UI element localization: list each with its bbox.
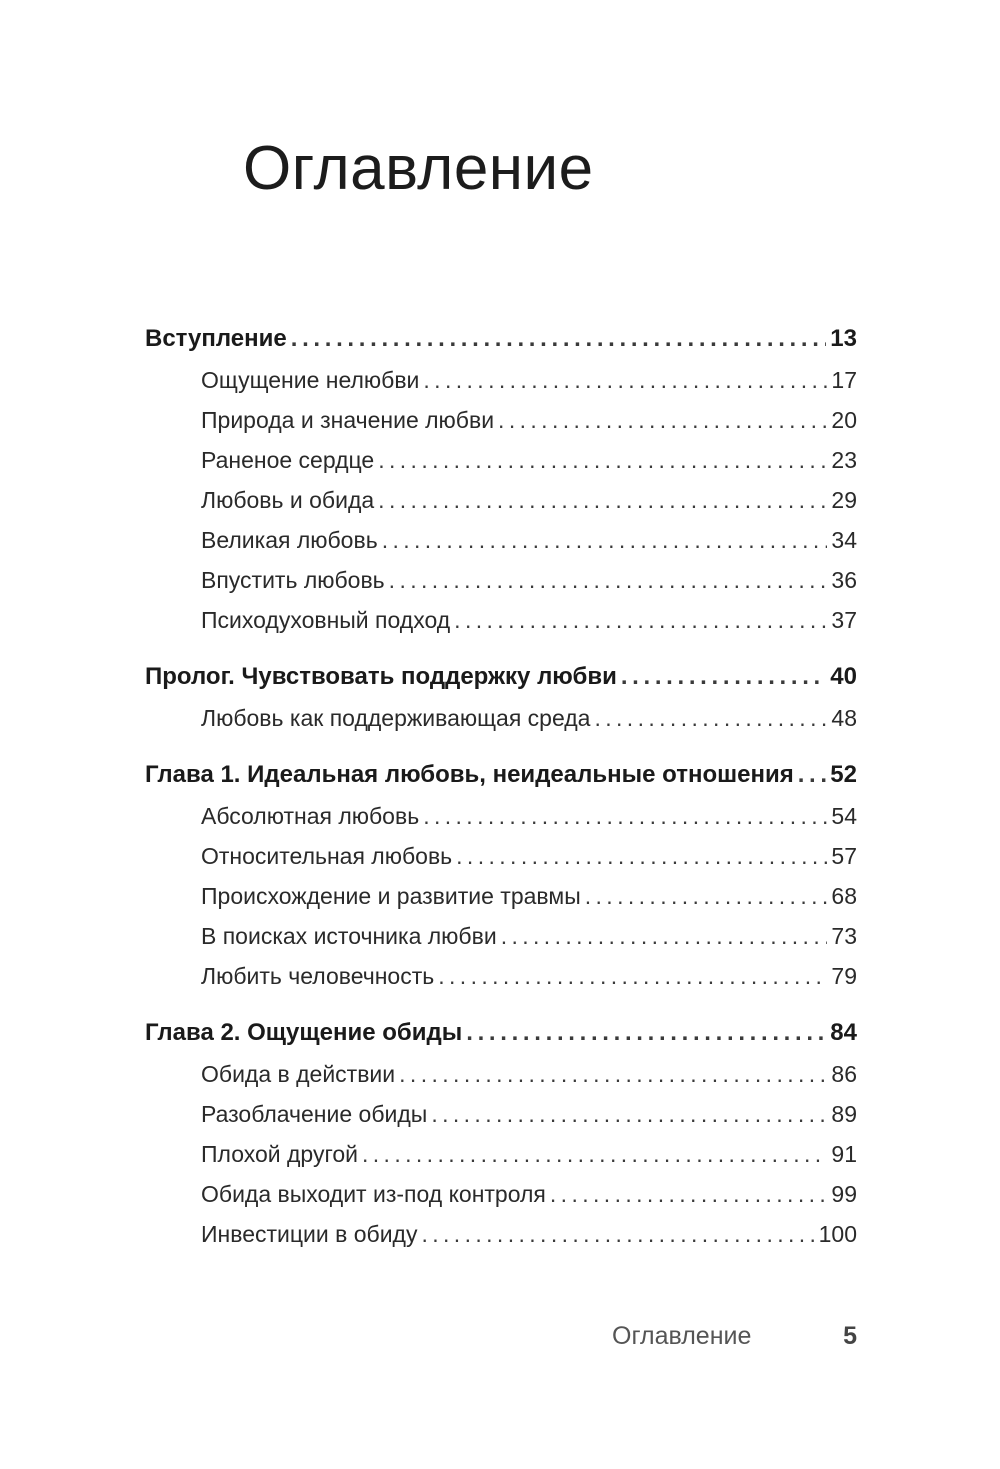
toc-item-entry[interactable] [145, 1174, 857, 1214]
dot-leader [423, 805, 827, 828]
dot-leader [594, 707, 827, 730]
toc-item-page: 23 [831, 446, 857, 473]
toc-item-entry[interactable] [145, 916, 857, 956]
toc-item-entry[interactable] [145, 876, 857, 916]
toc-item-entry[interactable] [145, 600, 857, 640]
toc-item-page: 54 [831, 802, 857, 829]
toc-item-entry[interactable] [145, 360, 857, 400]
toc-item-page: 79 [831, 962, 857, 989]
toc-item-entry[interactable] [145, 698, 857, 738]
dot-leader [389, 569, 828, 592]
toc-chapter-label: Пролог. Чувствовать поддержку любви [145, 663, 617, 690]
toc-item-page: 48 [831, 704, 857, 731]
toc-item-label: Великая любовь [201, 526, 378, 553]
toc-section-chapter-2 [145, 1012, 857, 1254]
running-head: Оглавление [612, 1322, 752, 1350]
toc-chapter-entry[interactable] [145, 754, 857, 796]
toc-chapter-label: Глава 1. Идеальная любовь, неидеальные отношения [145, 761, 794, 788]
dot-leader [291, 327, 827, 351]
dot-leader [454, 609, 827, 632]
toc-item-page: 100 [818, 1220, 857, 1247]
toc-item-entry[interactable] [145, 796, 857, 836]
toc-item-page: 29 [831, 486, 857, 513]
toc-item-label: Раненое сердце [201, 446, 375, 473]
toc-item-page: 20 [831, 406, 857, 433]
toc-item-entry[interactable] [145, 1094, 857, 1134]
dot-leader [423, 369, 827, 392]
toc-item-entry[interactable] [145, 1054, 857, 1094]
toc-item-label: В поисках источника любви [201, 922, 497, 949]
toc-item-entry[interactable] [145, 1214, 857, 1254]
toc-item-page: 86 [831, 1060, 857, 1087]
toc-item-entry[interactable] [145, 560, 857, 600]
toc-item-page: 57 [831, 842, 857, 869]
dot-leader [399, 1063, 827, 1086]
toc-item-page: 91 [831, 1140, 857, 1167]
toc-item-label: Любовь и обида [201, 486, 375, 513]
page-footer [612, 1322, 857, 1351]
dot-leader [362, 1143, 827, 1166]
toc-item-entry[interactable] [145, 480, 857, 520]
toc-item-page: 89 [831, 1100, 857, 1127]
toc-section-chapter-1 [145, 754, 857, 996]
dot-leader [585, 885, 828, 908]
dot-leader [431, 1103, 827, 1126]
dot-leader [621, 665, 826, 689]
toc-item-label: Впустить любовь [201, 566, 385, 593]
toc-section-prologue [145, 656, 857, 738]
dot-leader [498, 409, 827, 432]
toc-item-label: Происхождение и развитие травмы [201, 882, 581, 909]
toc-chapter-page: 40 [830, 663, 857, 690]
toc-item-label: Психодуховный подход [201, 606, 451, 633]
dot-leader [501, 925, 828, 948]
toc-section-introduction [145, 318, 857, 640]
dot-leader [438, 965, 827, 988]
toc-item-entry[interactable] [145, 956, 857, 996]
toc-item-label: Относительная любовь [201, 842, 453, 869]
toc-chapter-page: 84 [830, 1019, 857, 1046]
dot-leader [382, 529, 828, 552]
toc-item-page: 34 [831, 526, 857, 553]
toc-item-label: Разоблачение обиды [201, 1100, 428, 1127]
toc-chapter-label: Глава 2. Ощущение обиды [145, 1019, 463, 1046]
toc-chapter-entry[interactable] [145, 318, 857, 360]
dot-leader [378, 489, 827, 512]
toc-item-page: 99 [831, 1180, 857, 1207]
toc-item-entry[interactable] [145, 1134, 857, 1174]
toc-item-label: Любовь как поддерживающая среда [201, 704, 591, 731]
toc-item-label: Плохой другой [201, 1140, 358, 1167]
toc-item-label: Инвестиции в обиду [201, 1220, 418, 1247]
dot-leader [378, 449, 827, 472]
toc-item-entry[interactable] [145, 836, 857, 876]
toc-item-label: Любить человечность [201, 962, 435, 989]
dot-leader [466, 1021, 826, 1045]
dot-leader [421, 1223, 814, 1246]
toc-item-page: 37 [831, 606, 857, 633]
toc-chapter-page: 13 [830, 325, 857, 352]
toc-item-entry[interactable] [145, 520, 857, 560]
toc-item-label: Абсолютная любовь [201, 802, 420, 829]
toc-item-label: Обида выходит из-под контроля [201, 1180, 546, 1207]
dot-leader [456, 845, 827, 868]
toc-item-label: Ощущение нелюбви [201, 366, 420, 393]
toc-item-label: Природа и значение любви [201, 406, 495, 433]
page-title: Оглавление [243, 134, 594, 203]
toc-chapter-entry[interactable] [145, 656, 857, 698]
toc-chapter-entry[interactable] [145, 1012, 857, 1054]
toc-item-page: 73 [831, 922, 857, 949]
table-of-contents [145, 318, 857, 1270]
toc-item-page: 36 [831, 566, 857, 593]
toc-chapter-label: Вступление [145, 325, 287, 352]
toc-item-page: 68 [831, 882, 857, 909]
toc-item-page: 17 [831, 366, 857, 393]
toc-item-entry[interactable] [145, 400, 857, 440]
toc-item-label: Обида в действии [201, 1060, 396, 1087]
dot-leader [798, 763, 827, 787]
toc-chapter-page: 52 [830, 761, 857, 788]
toc-item-entry[interactable] [145, 440, 857, 480]
dot-leader [550, 1183, 828, 1206]
page-number: 5 [843, 1322, 857, 1350]
